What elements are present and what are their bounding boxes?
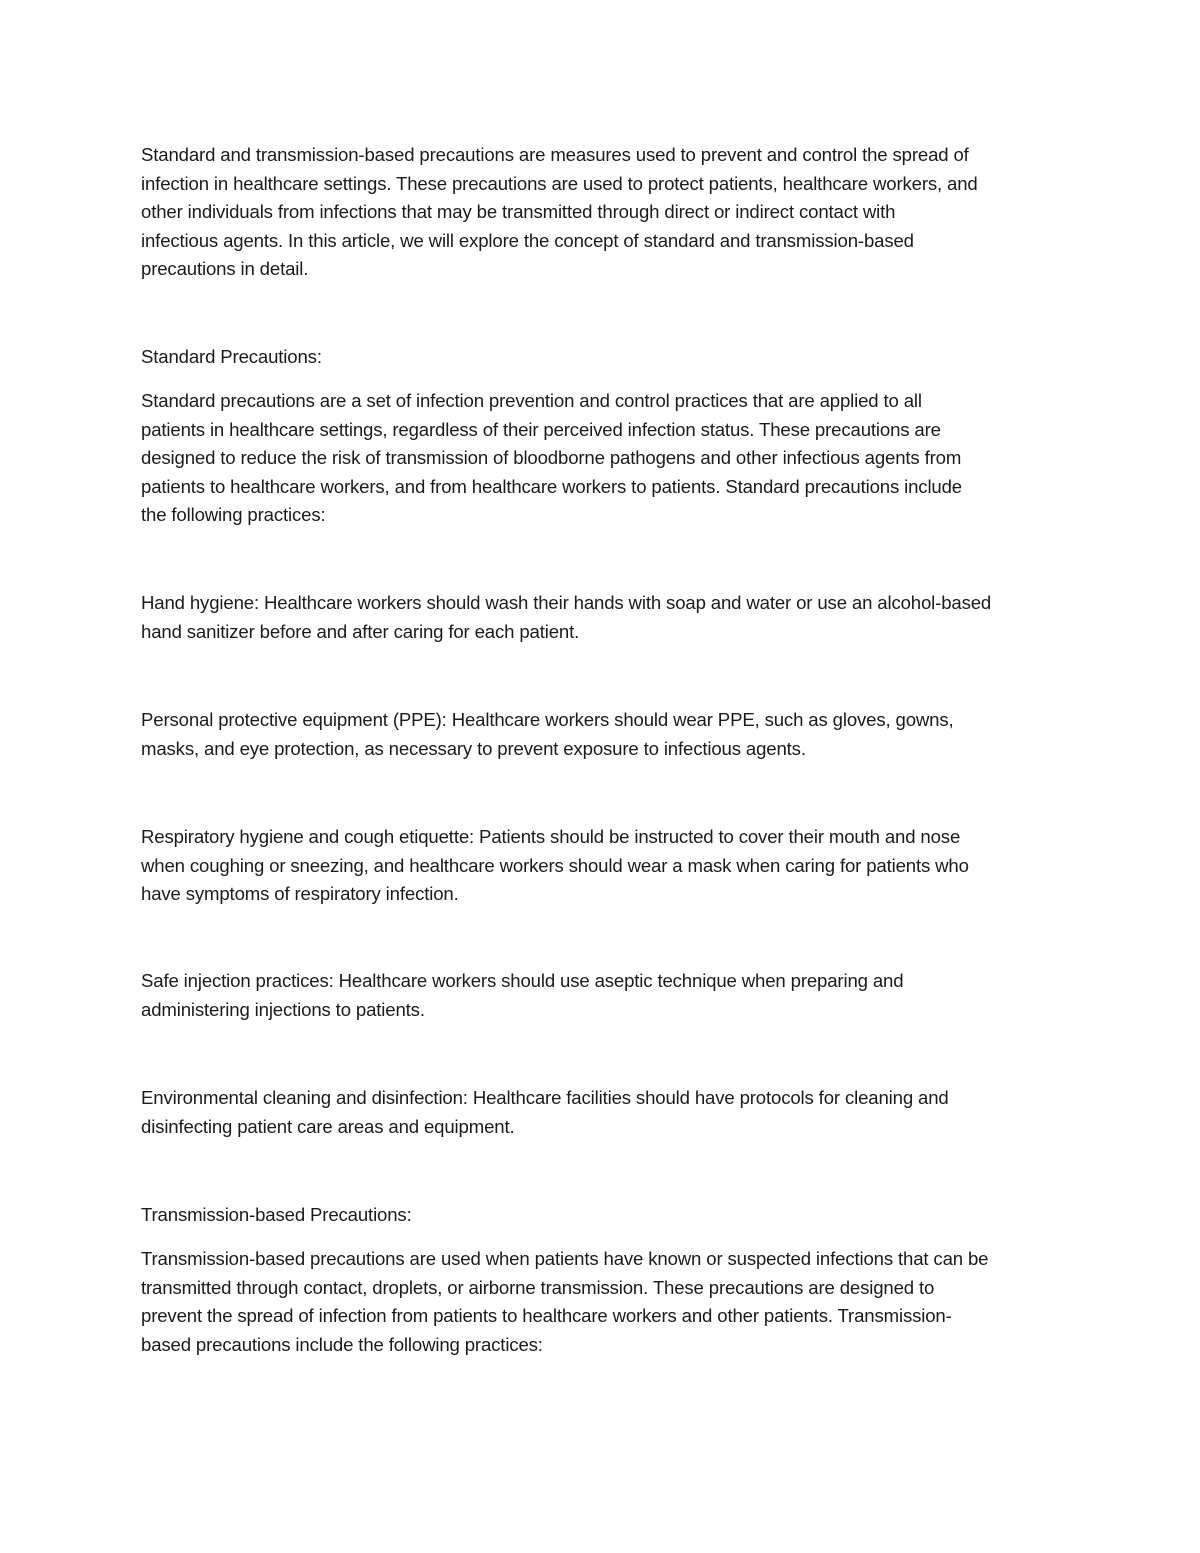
transmission-precautions-paragraph: Transmission-based precautions are used when patients have known or suspected infections that can be transmitted through contact, droplets, or airborne transmission. These precautions are designed to prevent the spread of infection from patients to healthcare workers and other patients. Transmission- based precautions include the following practices: — [141, 1248, 989, 1355]
safe-injection-paragraph: Safe injection practices: Healthcare workers should use aseptic technique when preparing and administering injections to patients. — [141, 970, 904, 1020]
hand-hygiene-paragraph: Hand hygiene: Healthcare workers should wash their hands with soap and water or use an alcohol-based hand sanitizer before and after caring for each patient. — [141, 592, 992, 642]
transmission-precautions-heading: Transmission-based Precautions: — [141, 1204, 412, 1225]
standard-precautions-paragraph: Standard precautions are a set of infection prevention and control practices that are applied to all patients in healthcare settings, regardless of their perceived infection status. These precautions are designed to reduce the risk of transmission of bloodborne pathogens and other infectious agents from patients to healthcare workers, and from healthcare workers to patients. Standard precautions include the following practices: — [141, 390, 962, 526]
standard-precautions-heading: Standard Precautions: — [141, 346, 322, 367]
ppe-paragraph: Personal protective equipment (PPE): Healthcare workers should wear PPE, such as gloves, gowns, masks, and eye protection, as necessary to prevent exposure to infectious agents. — [141, 709, 954, 759]
respiratory-hygiene-paragraph: Respiratory hygiene and cough etiquette: Patients should be instructed to cover their mouth and nose when coughing or sneezing, and healthcare workers should wear a mask when caring for patients who have symptoms of respiratory infection. — [141, 826, 969, 905]
intro-paragraph: Standard and transmission-based precautions are measures used to prevent and control the spread of infection in healthcare settings. These precautions are used to protect patients, healthcare workers, and other individuals from infections that may be transmitted through direct or indirect contact with infectious agents. In this article, we will explore the concept of standard and transmission-based precautions in detail. — [141, 144, 978, 280]
environmental-cleaning-paragraph: Environmental cleaning and disinfection: Healthcare facilities should have protocols for cleaning and disinfecting patient care areas and equipment. — [141, 1087, 949, 1137]
